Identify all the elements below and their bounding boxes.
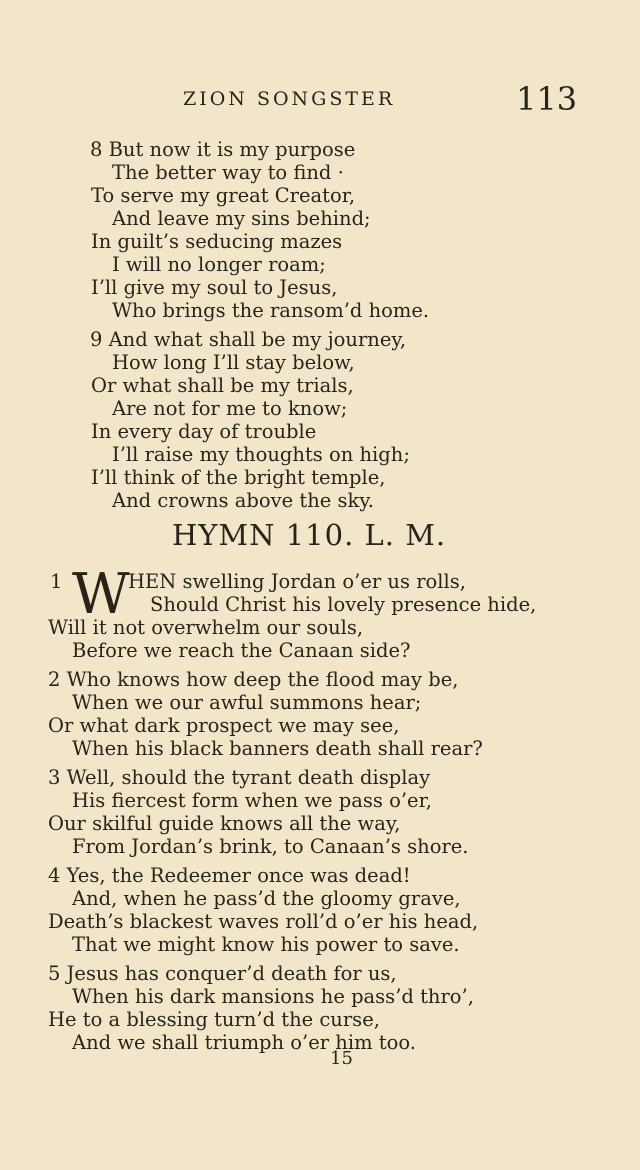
verse-line: From Jordan’s brink, to Canaan’s shore. [72,835,469,858]
verse-line: In every day of trouble [91,420,317,443]
hymn-title: HYMN 110. L. M. [172,518,447,552]
verse-line: I’ll raise my thoughts on high; [112,443,410,466]
verse-line: And, when he pass’d the gloomy grave, [72,887,461,910]
verse-line: His fiercest form when we pass o’er, [72,789,432,812]
verse-line: Or what dark prospect we may see, [48,714,400,737]
verse-line: I will no longer roam; [112,253,326,276]
signature-mark: 15 [330,1048,353,1069]
verse-line: HEN swelling Jordan o’er us rolls, [128,570,466,593]
verse-line: To serve my great Creator, [91,184,356,207]
verse-line: 2 Who knows how deep the flood may be, [48,668,459,691]
verse-line: I’ll think of the bright temple, [91,466,386,489]
verse-line: 9 And what shall be my journey, [90,328,407,351]
verse-line: When we our awful summons hear; [72,691,422,714]
verse-line: That we might know his power to save. [72,933,460,956]
verse-line: And crowns above the sky. [112,489,374,512]
verse-line: Are not for me to know; [112,397,348,420]
verse-line: 8 But now it is my purpose [90,138,356,161]
verse-line: 5 Jesus has conquer’d death for us, [48,962,397,985]
verse-line: Will it not overwhelm our souls, [48,616,364,639]
verse-line: When his dark mansions he pass’d thro’, [72,985,474,1008]
verse-line: 4 Yes, the Redeemer once was dead! [48,864,411,887]
verse-line: I’ll give my soul to Jesus, [91,276,338,299]
verse-line: Our skilful guide knows all the way, [48,812,401,835]
page-number: 113 [516,80,578,118]
verse-line: In guilt’s seducing mazes [91,230,343,253]
verse-line: Should Christ his lovely presence hide, [150,593,537,616]
verse-line: Or what shall be my trials, [91,374,354,397]
verse-line: Death’s blackest waves roll’d o’er his head, [48,910,479,933]
running-title: ZION SONGSTER [183,88,396,110]
verse-line: When his black banners death shall rear? [72,737,483,760]
verse-line: And leave my sins behind; [112,207,371,230]
verse-line: And we shall triumph o’er him too. [72,1031,416,1054]
verse-line: Before we reach the Canaan side? [72,639,411,662]
verse-line: The better way to find · [112,161,344,184]
verse-line: How long I’ll stay below, [112,351,355,374]
verse-line: Who brings the ransom’d home. [112,299,430,322]
drop-cap: W [72,562,130,627]
verse-line: He to a blessing turn’d the curse, [48,1008,380,1031]
verse-number: 1 [50,570,63,593]
verse-line: 3 Well, should the tyrant death display [48,766,431,789]
